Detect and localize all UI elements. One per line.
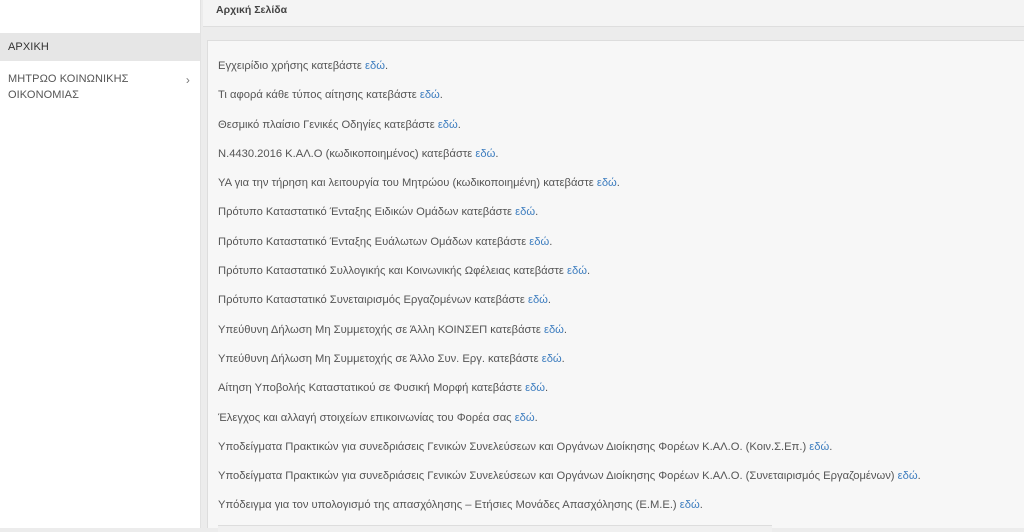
download-link[interactable]: εδώ — [596, 177, 617, 190]
download-link[interactable]: εδώ — [437, 118, 458, 131]
download-link[interactable]: εδώ — [514, 411, 535, 424]
download-link[interactable]: εδώ — [567, 265, 587, 278]
list-item — [218, 52, 1024, 81]
list-item-suffix: . — [917, 470, 921, 483]
scroll-edge — [218, 525, 772, 532]
list-item — [218, 404, 1024, 433]
list-item-suffix: . — [829, 440, 833, 453]
download-link[interactable]: εδώ — [541, 352, 562, 365]
sidebar — [0, 0, 201, 528]
list-item-text: Έλεγχος και αλλαγή στοιχείων επικοινωνίας του Φορέα σας — [218, 411, 515, 424]
list-item — [218, 286, 1024, 315]
list-item-suffix: . — [535, 206, 539, 219]
chevron-right-icon: › — [185, 73, 190, 87]
list-item-text: Πρότυπο Καταστατικό Συλλογικής και Κοινωνικής Ωφέλειας κατεβάστε — [218, 265, 568, 278]
download-link[interactable]: εδώ — [525, 382, 546, 395]
download-link[interactable]: εδώ — [543, 323, 564, 336]
page-header — [203, 0, 1024, 27]
main-content — [207, 40, 1024, 528]
list-item-text: Υπεύθυνη Δήλωση Μη Συμμετοχής σε Άλλη ΚΟΙΝΣΕΠ κατεβάστε — [218, 323, 544, 336]
download-link[interactable]: εδώ — [527, 294, 548, 307]
sidebar-item-social-economy-registry[interactable] — [0, 61, 200, 103]
list-item-suffix: . — [495, 147, 499, 160]
page-title: Αρχική Σελίδα — [216, 4, 288, 16]
list-item-text: Πρότυπο Καταστατικό Συνεταιρισμός Εργαζομένων κατεβάστε — [218, 294, 528, 307]
list-item — [218, 111, 1024, 140]
sidebar-item-label: ΑΡΧΙΚΗ — [8, 41, 49, 53]
sidebar-item-home[interactable] — [0, 33, 200, 61]
list-item — [218, 228, 1024, 257]
list-item-suffix: . — [563, 323, 568, 336]
download-link[interactable]: εδώ — [365, 60, 385, 72]
list-item-suffix: . — [549, 235, 553, 248]
download-link[interactable]: εδώ — [809, 440, 830, 453]
list-item — [218, 345, 1024, 374]
list-item-text: Εγχειρίδιο χρήσης κατεβάστε — [218, 60, 366, 72]
list-item-suffix: . — [616, 177, 620, 190]
list-item-text: Πρότυπο Καταστατικό Ένταξης Ειδικών Ομάδων κατεβάστε — [218, 206, 516, 219]
list-item-suffix: . — [545, 382, 549, 395]
list-item-suffix: . — [547, 294, 552, 307]
download-link[interactable]: εδώ — [515, 206, 536, 219]
sidebar-item-label: ΜΗΤΡΩΟ ΚΟΙΝΩΝΙΚΗΣ ΟΙΚΟΝΟΜΙΑΣ — [8, 73, 129, 101]
list-item — [218, 491, 1024, 520]
list-item-text: Υποδείγματα Πρακτικών για συνεδριάσεις Γενικών Συνελεύσεων και Οργάνων Διοίκησης Φορέων Κ.ΑΛ.Ο. (Κοιν.Σ.Επ.) — [218, 440, 810, 453]
list-item-suffix: . — [457, 118, 461, 131]
list-item — [218, 433, 1024, 462]
list-item-text: Υπόδειγμα για τον υπολογισμό της απασχόλησης – Ετήσιες Μονάδες Απασχόλησης (Ε.Μ.Ε.) — [218, 499, 680, 512]
list-item-text: ΥΑ για την τήρηση και λειτουργία του Μητρώου (κωδικοποιημένη) κατεβάστε — [218, 177, 597, 190]
list-item — [218, 169, 1024, 198]
list-item — [218, 374, 1024, 403]
download-link[interactable]: εδώ — [897, 470, 918, 483]
list-item-text: Τι αφορά κάθε τύπος αίτησης κατεβάστε — [218, 89, 420, 102]
list-item-text: Αίτηση Υποβολής Καταστατικού σε Φυσική Μορφή κατεβάστε — [218, 382, 526, 395]
download-link[interactable]: εδώ — [475, 147, 496, 160]
list-item-suffix: . — [385, 60, 389, 72]
list-item-text: Ν.4430.2016 Κ.ΑΛ.Ο (κωδικοποιημένος) κατεβάστε — [218, 147, 476, 160]
list-item-text: Πρότυπο Καταστατικό Ένταξης Ευάλωτων Ομάδων κατεβάστε — [218, 235, 530, 248]
document-list — [208, 52, 1024, 521]
list-item — [218, 140, 1024, 169]
list-item-suffix: . — [586, 265, 591, 278]
list-item — [218, 462, 1024, 491]
list-item-text: Υπεύθυνη Δήλωση Μη Συμμετοχής σε Άλλο Συν. Εργ. κατεβάστε — [218, 352, 542, 365]
list-item-suffix: . — [534, 411, 538, 424]
list-item-suffix: . — [561, 352, 565, 365]
download-link[interactable]: εδώ — [419, 89, 440, 102]
list-item-suffix: . — [699, 499, 703, 512]
list-item — [218, 81, 1024, 110]
list-item-suffix: . — [439, 89, 443, 102]
download-link[interactable]: εδώ — [529, 235, 550, 248]
download-link[interactable]: εδώ — [679, 499, 700, 512]
list-item — [218, 198, 1024, 227]
list-item-text: Υποδείγματα Πρακτικών για συνεδριάσεις Γενικών Συνελεύσεων και Οργάνων Διοίκησης Φορέων Κ.ΑΛ.Ο. (Συνεταιρισμός Εργαζομένων) — [218, 470, 898, 483]
list-item-text: Θεσμικό πλαίσιο Γενικές Οδηγίες κατεβάστε — [218, 118, 438, 131]
list-item — [218, 257, 1024, 286]
list-item — [218, 316, 1024, 345]
